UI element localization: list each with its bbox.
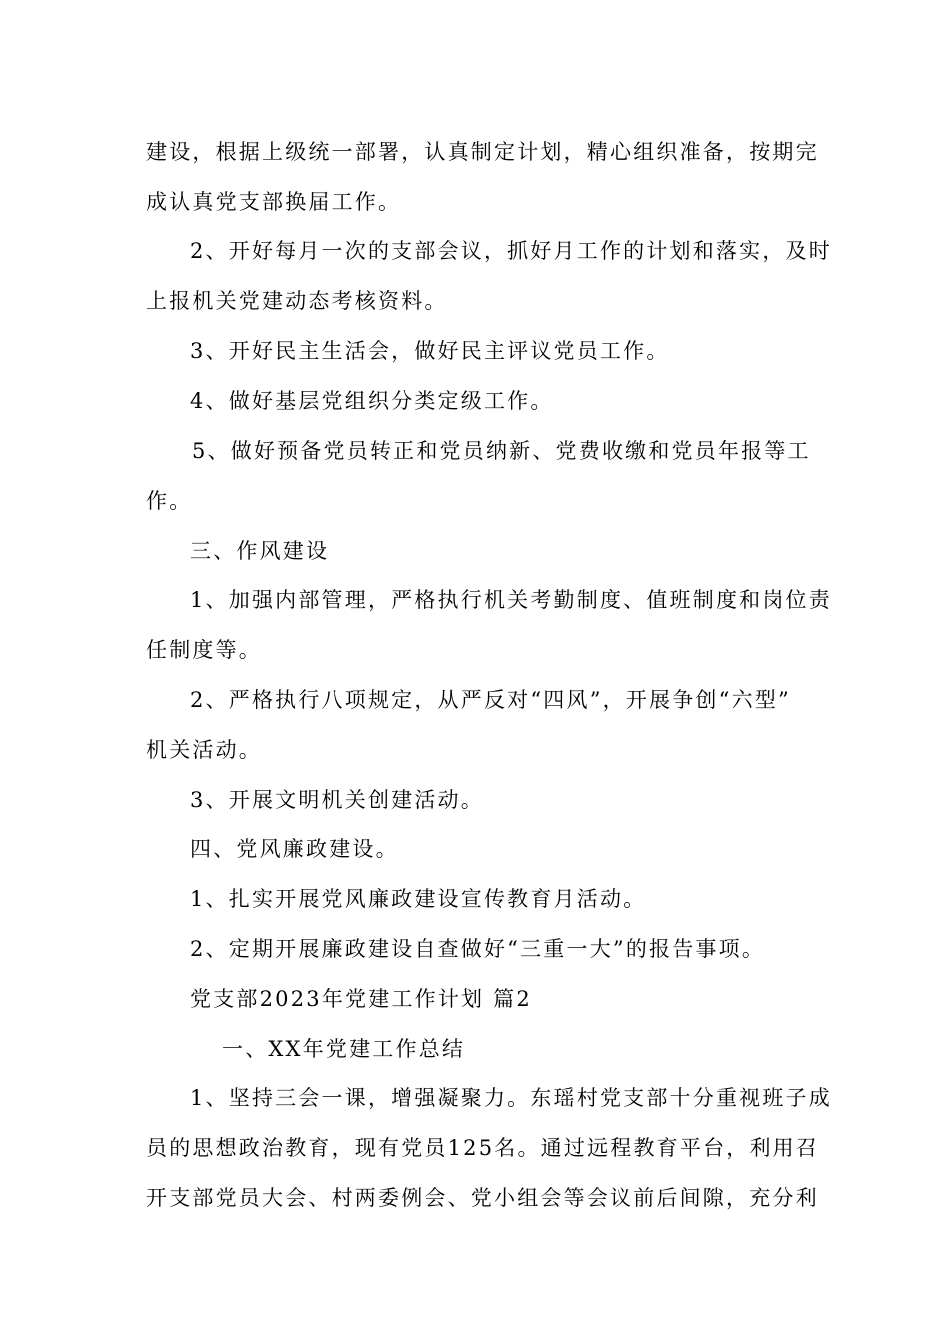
text-line: 建设，根据上级统一部署，认真制定计划，精心组织准备，按期完 [146, 140, 819, 164]
text-line: 上报机关党建动态考核资料。 [146, 289, 448, 313]
text-line: 1、坚持三会一课，增强凝聚力。东瑶村党支部十分重视班子成 [190, 1086, 832, 1110]
text-line: 开支部党员大会、村两委例会、党小组会等会议前后间隙，充分利 [146, 1186, 819, 1210]
text-line: 2、严格执行八项规定，从严反对“四风”，开展争创“六型” [190, 688, 791, 712]
text-line: 3、开好民主生活会，做好民主评议党员工作。 [190, 339, 670, 363]
text-line: 2、开好每月一次的支部会议，抓好月工作的计划和落实，及时 [190, 239, 832, 263]
text-line: 1、加强内部管理，严格执行机关考勤制度、值班制度和岗位责 [190, 588, 832, 612]
text-line: 任制度等。 [146, 638, 262, 662]
text-line: 5、做好预备党员转正和党员纳新、党费收缴和党员年报等工 [192, 439, 811, 463]
text-line: 作。 [146, 489, 193, 513]
text-line: 机关活动。 [146, 738, 262, 762]
text-line: 员的思想政治教育，现有党员125名。通过远程教育平台，利用召 [146, 1136, 820, 1160]
document-subtitle: 党支部2023年党建工作计划 篇2 [190, 987, 532, 1011]
text-line: 2、定期开展廉政建设自查做好“三重一大”的报告事项。 [190, 937, 766, 961]
text-line: 3、开展文明机关创建活动。 [190, 788, 484, 812]
text-line: 1、扎实开展党风廉政建设宣传教育月活动。 [190, 887, 647, 911]
text-line: 成认真党支部换届工作。 [146, 190, 402, 214]
text-line: 4、做好基层党组织分类定级工作。 [190, 389, 554, 413]
section-heading: 三、作风建设 [190, 539, 330, 563]
section-heading: 四、党风廉政建设。 [190, 837, 399, 861]
section-heading: 一、XX年党建工作总结 [222, 1037, 466, 1061]
